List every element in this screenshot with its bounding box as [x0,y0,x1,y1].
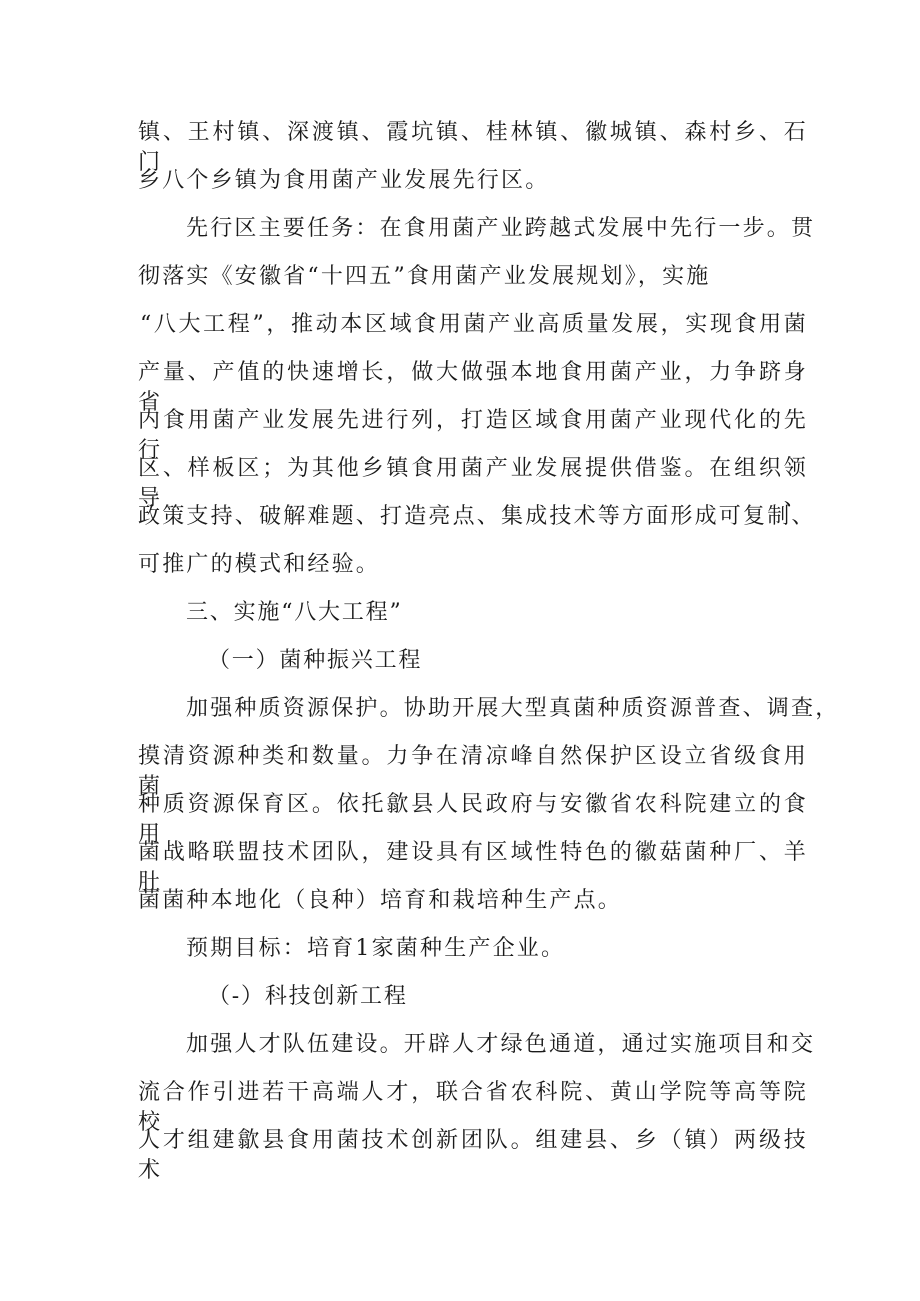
body-text-line: 内食用菌产业发展先进行列，打造区域食用菌产业现代化的先行 [138,408,808,463]
body-text-line: 菌战略联盟技术团队，建设具有区域性特色的徽菇菌种厂、羊肚 [138,840,808,895]
subsection-heading: （一）菌种振兴工程 [208,648,423,673]
target-statement: 预期目标：培育1家菌种生产企业。 [186,936,566,961]
body-text-line: 政策支持、破解难题、打造亮点、集成技术等方面形成可复制、 [138,504,816,529]
body-text-line: 菌菌种本地化（良种）培育和栽培种生产点。 [138,888,623,913]
body-text-line: 流合作引进若干高端人才，联合省农科院、黄山学院等高等院校 [138,1080,808,1135]
paragraph-first-line: 加强人才队伍建设。开辟人才绿色通道，通过实施项目和交 [186,1032,816,1057]
body-text-line: 区、样板区；为其他乡镇食用菌产业发展提供借鉴。在组织领导、 [138,456,808,511]
body-text-line: 可推广的模式和经验。 [138,552,381,577]
paragraph-first-line: 加强种质资源保护。协助开展大型真菌种质资源普查、调查， [186,696,840,721]
body-text-line: 乡八个乡镇为食用菌产业发展先行区。 [138,168,550,193]
section-heading: 三、实施“八大工程” [186,600,403,625]
paragraph-first-line: 先行区主要任务：在食用菌产业跨越式发展中先行一步。贯 [186,216,816,241]
body-text-line: 种质资源保育区。依托歙县人民政府与安徽省农科院建立的食用 [138,792,808,847]
body-text-line: “八大工程”，推动本区域食用菌产业高质量发展，实现食用菌 [140,312,808,337]
body-text-line: 产量、产值的快速增长，做大做强本地食用菌产业，力争跻身省 [138,360,808,415]
body-text-line: 彻落实《安徽省“十四五”食用菌产业发展规划》，实施 [138,264,711,289]
body-text-line: 镇、王村镇、深渡镇、霞坑镇、桂林镇、徽城镇、森村乡、石门 [138,120,808,175]
body-text-line: 人才组建歙县食用菌技术创新团队。组建县、乡（镇）两级技术 [138,1128,808,1183]
subsection-heading: （-）科技创新工程 [208,984,408,1009]
body-text-line: 摸清资源种类和数量。力争在清凉峰自然保护区设立省级食用菌 [138,744,808,799]
